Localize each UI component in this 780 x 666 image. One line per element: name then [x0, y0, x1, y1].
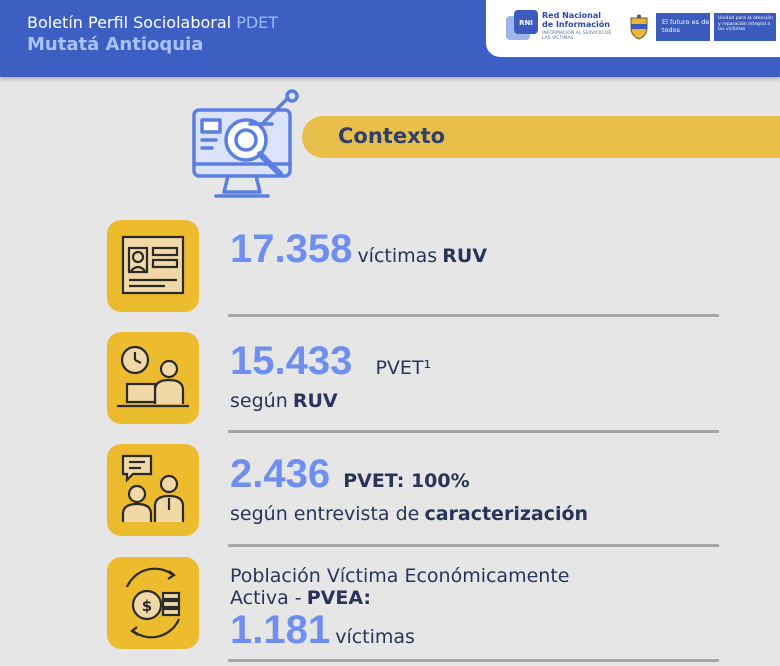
stat-4-line1: Población Víctima Económicamente: [230, 565, 570, 587]
interview-icon: [107, 444, 199, 536]
stat-row-4-line1: [230, 565, 569, 587]
id-card-tile: [107, 220, 199, 312]
bulletin-title: Boletín Perfil Sociolaboral PDET: [27, 13, 279, 32]
divider: [228, 659, 719, 662]
money-cycle-icon: [107, 557, 199, 649]
stat-row-3: [230, 452, 470, 497]
stat-2-line2: según: [230, 390, 288, 412]
analytics-monitor-icon: [188, 88, 312, 206]
rni-badge: RNI: [519, 19, 533, 27]
rni-tagline: INFORMACIÓN AL SERVICIO DE LAS VÍCTIMAS: [542, 31, 612, 41]
rni-logo-icon: [506, 10, 538, 44]
stat-4-value: 1.181: [230, 608, 331, 652]
stat-2-line2-bold: RUV: [292, 390, 338, 412]
rni-name: Red Nacional de Información: [542, 11, 610, 29]
stat-1-value: 17.358: [230, 227, 353, 271]
coat-of-arms-icon: [628, 14, 650, 40]
stat-1-label-bold: RUV: [442, 245, 488, 267]
stat-row-3-line2: [230, 503, 588, 525]
stat-3-line2-bold: caracterización: [424, 503, 589, 525]
stat-row-2-line2: [230, 390, 338, 412]
stat-4-line2-bold: PVEA:: [306, 587, 371, 609]
stat-3-label-bold: PVET: 100%: [343, 470, 470, 492]
stat-2-label: PVET¹: [375, 357, 432, 379]
interview-tile: [107, 444, 199, 536]
stat-4-line2: Activa -: [230, 587, 302, 609]
gov-slogan: El futuro es de todos: [656, 13, 710, 41]
logos-panel: [486, 0, 780, 57]
stat-row-1: [230, 227, 487, 272]
money-cycle-tile: [107, 557, 199, 649]
stat-3-value: 2.436: [230, 452, 331, 496]
stat-2-value: 15.433: [230, 339, 353, 383]
municipality-subtitle: Mutatá Antioquia: [27, 34, 204, 55]
svg-text:$: $: [141, 597, 153, 615]
divider: [228, 314, 719, 317]
stat-3-line2: según entrevista de: [230, 503, 420, 525]
stat-row-4: [230, 608, 415, 653]
unit-name: Unidad para la atención y reparación integral a las víctimas: [714, 13, 776, 41]
stat-1-label: víctimas: [357, 245, 438, 267]
divider: [228, 430, 719, 433]
clock-worker-tile: [107, 332, 199, 424]
clock-worker-icon: [107, 332, 199, 424]
stat-4-label: víctimas: [335, 626, 415, 648]
id-card-icon: [107, 220, 199, 312]
context-banner: [302, 116, 780, 158]
stat-row-4-line2: [230, 587, 371, 609]
divider: [228, 544, 719, 547]
context-title: Contexto: [338, 124, 446, 148]
stat-row-2: [230, 339, 431, 384]
